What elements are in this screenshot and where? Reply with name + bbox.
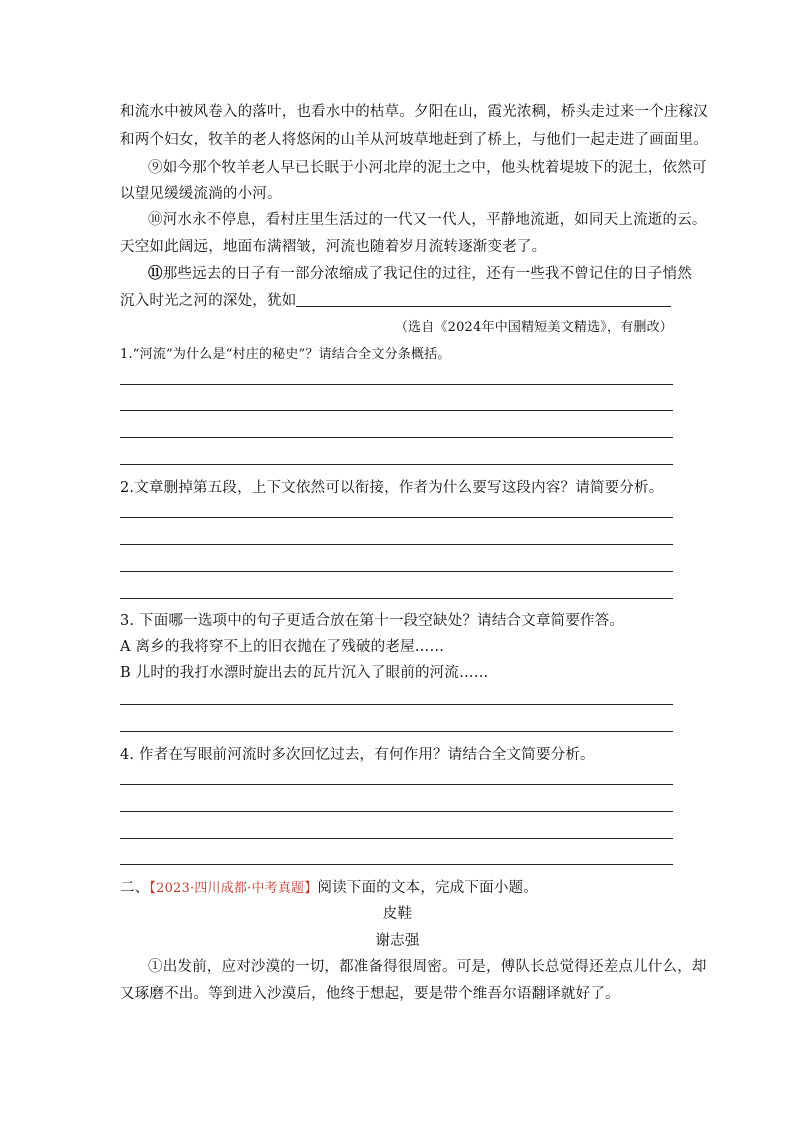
question-2: 2.文章删掉第五段，上下文依然可以衔接，作者为什么要写这段内容？请简要分析。 (120, 480, 664, 496)
article-paragraph-1-line: 又琢磨不出。等到进入沙漠后，他终于想起，要是带个维吾尔语翻译就好了。 (120, 986, 620, 1002)
answer-line[interactable] (120, 544, 673, 545)
citation: （选自《2024年中国精短美文精选》，有删改） (394, 320, 673, 335)
section-2-heading (120, 878, 675, 899)
paragraph-9-line: ⑨如今那个牧羊老人早已长眠于小河北岸的泥土之中，他头枕着堤坡下的泥土，依然可 (148, 160, 707, 176)
answer-line[interactable] (120, 464, 673, 465)
paragraph-11-text: 沉入时光之河的深处，犹如 (120, 293, 297, 309)
answer-line[interactable] (120, 811, 673, 812)
answer-line[interactable] (120, 517, 673, 518)
paragraph-10-line: 天空如此阔远，地面布满褶皱，河流也随着岁月流转逐渐变老了。 (120, 239, 547, 255)
fill-in-blank[interactable] (296, 306, 671, 307)
answer-line[interactable] (120, 838, 673, 839)
paragraph-11-text: 那些远去的日子有一部分浓缩成了我记住的过往，还有一些我不曾记住的日子悄然 (162, 266, 692, 282)
article-author: 谢志强 (375, 933, 420, 949)
answer-line[interactable] (120, 437, 673, 438)
article-title: 皮鞋 (382, 906, 413, 922)
section-instruction: 阅读下面的文本，完成下面小题。 (317, 880, 538, 896)
answer-line[interactable] (120, 384, 673, 385)
passage-line: 和流水中被风卷入的落叶，也看水中的枯草。夕阳在山，霞光浓稠，桥头走过来一个庄稼汉 (120, 104, 708, 120)
answer-line[interactable] (120, 864, 673, 865)
paragraph-10-line: ⑩河水永不停息，看村庄里生活过的一代又一代人，平静地流逝，如同天上流逝的云。 (148, 212, 707, 228)
answer-line[interactable] (120, 410, 673, 411)
answer-line[interactable] (120, 704, 673, 705)
option-a: A 离乡的我将穿不上的旧衣抛在了残破的老屋…… (120, 639, 445, 655)
paragraph-11-line (148, 264, 692, 284)
paragraph-9-line: 以望见缓缓流淌的小河。 (120, 186, 282, 202)
option-b: B 儿时的我打水漂时旋出去的瓦片沉入了眼前的河流…… (120, 665, 489, 681)
answer-line[interactable] (120, 571, 673, 572)
question-1: 1.“河流”为什么是“村庄的秘史”？请结合全文分条概括。 (120, 347, 451, 362)
exam-source-tag: 【2023·四川成都·中考真题】 (149, 881, 318, 896)
article-paragraph-1-line: ①出发前，应对沙漠的一切，都准备得很周密。可是，傅队长总觉得还差点儿什么，却 (148, 959, 707, 975)
answer-line[interactable] (120, 784, 673, 785)
question-3: 3. 下面哪一选项中的句子更适合放在第十一段空缺处？请结合文章简要作答。 (120, 613, 625, 629)
passage-line: 和两个妇女，牧羊的老人将悠闲的山羊从河坡草地赶到了桥上，与他们一起走进了画面里。 (120, 132, 708, 148)
answer-line[interactable] (120, 731, 673, 732)
answer-line[interactable] (120, 598, 673, 599)
paragraph-11-line (120, 291, 675, 311)
question-4: 4. 作者在写眼前河流时多次回忆过去，有何作用？请结合全文简要分析。 (120, 747, 595, 763)
section-number: 二、 (120, 880, 150, 896)
paragraph-number: ⑪ (148, 265, 163, 282)
